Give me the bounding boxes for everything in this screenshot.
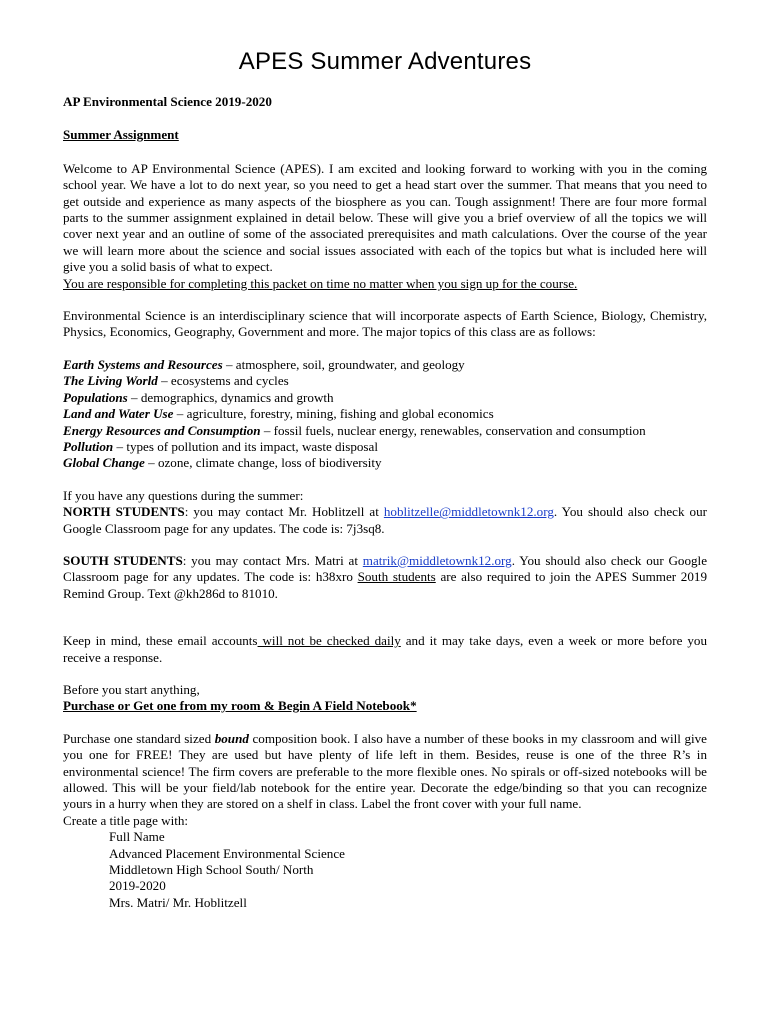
topic-item [63, 439, 707, 455]
title-page-line: 2019-2020 [109, 878, 166, 894]
keep-in-mind-before: Keep in mind, these email accounts [63, 633, 258, 649]
south-text-after: are also required to join the APES Summer 2019 Remind Group. Text @kh286d to 81010. [63, 569, 707, 601]
topic-desc: – demographics, dynamics and growth [127, 389, 334, 405]
title-page-line: Full Name [109, 829, 165, 845]
keep-in-mind-after: and it may take days, even a week or more before you receive a response. [63, 633, 707, 665]
title-page-line: Advanced Placement Environmental Science [109, 845, 345, 861]
topic-item [63, 455, 707, 471]
intro-paragraph: Welcome to AP Environmental Science (APES). I am excited and looking forward to working with you in the coming school year. We have a lot to do next year, so you need to get a head start over the summer. That means that you need to get outside and experience as many aspects of the biosphere as you can. Tough assignment! There are four more formal parts to the summer assignment explained in detail below. These will give you a brief overview of all the topics we will cover next year and an outline of some of the associated prerequisites and math calculations. Over the course of the year we will learn more about the science and social issues associated with each of the topics but what is included here will give you a solid basis of what to expect. [63, 160, 707, 275]
title-page-lines [63, 829, 707, 911]
north-contact [63, 504, 707, 537]
topic-name: Global Change [63, 455, 145, 471]
north-label: NORTH STUDENTS [63, 504, 185, 520]
topic-desc: – ecosystems and cycles [157, 373, 289, 389]
topic-item [63, 390, 707, 406]
title-page-intro: Create a title page with: [63, 812, 189, 828]
document-body [63, 94, 707, 911]
north-text-after: . You should also check our Google Classroom page for any updates. The code is: 7j3sq8. [63, 504, 708, 536]
course-line: AP Environmental Science 2019-2020 [63, 94, 272, 109]
title-page-line: Mrs. Matri/ Mr. Hoblitzell [109, 894, 247, 910]
topic-desc: – fossil fuels, nuclear energy, renewables, conservation and consumption [260, 422, 646, 438]
topic-name: Populations [63, 389, 128, 405]
topic-item [63, 357, 707, 373]
topic-name: Land and Water Use [63, 406, 174, 422]
south-text-mid: . You should also check our Google Classroom page for any updates. The code is: h38xro [63, 552, 708, 585]
topic-desc: – agriculture, forestry, mining, fishing and global economics [173, 406, 494, 422]
assignment-heading: Summer Assignment [63, 127, 179, 143]
responsibility-note: You are responsible for completing this packet on time no matter when you sign up for the course. [63, 275, 578, 291]
topic-item [63, 406, 707, 422]
topic-desc: – ozone, climate change, loss of biodiversity [144, 455, 382, 471]
keep-in-mind-underlined: will not be checked daily [257, 633, 401, 649]
topic-item [63, 423, 707, 439]
notebook-paragraph [63, 731, 707, 813]
notebook-heading: Purchase or Get one from my room & Begin A Field Notebook* [63, 698, 417, 714]
title-page-line: Middletown High School South/ North [109, 862, 314, 878]
topic-name: Energy Resources and Consumption [63, 422, 261, 438]
questions-intro: If you have any questions during the summer: [63, 487, 304, 503]
south-label: SOUTH STUDENTS [63, 552, 183, 568]
south-contact [63, 553, 707, 602]
topic-list [63, 357, 707, 472]
bound-emphasis: bound [214, 730, 249, 746]
topic-name: Pollution [63, 438, 114, 454]
topic-name: Earth Systems and Resources [63, 356, 223, 372]
notebook-text-before: Purchase one standard sized [63, 730, 215, 746]
topic-item [63, 373, 707, 389]
page-title: APES Summer Adventures [238, 48, 532, 75]
keep-in-mind [63, 633, 707, 666]
south-email-link[interactable]: matrik@middletownk12.org [362, 552, 512, 568]
north-email-link[interactable]: hoblitzelle@middletownk12.org [383, 504, 554, 520]
environmental-paragraph: Environmental Science is an interdisciplinary science that will incorporate aspects of Earth Science, Biology, Chemistry, Physics, Economics, Geography, Government and more. The major topics of this class are as follows: [63, 308, 707, 340]
north-text: : you may contact Mr. Hoblitzell at [184, 504, 384, 520]
topic-name: The Living World [63, 373, 158, 389]
topic-desc: – atmosphere, soil, groundwater, and geology [222, 356, 465, 372]
topic-desc: – types of pollution and its impact, waste disposal [113, 438, 378, 454]
south-students-underlined: South students [357, 569, 436, 585]
notebook-text-after: composition book. I also have a number of these books in my classroom and will give you one for FREE! They are used but have plenty of life left in them. Besides, reuse is one of the three R’s in environmental science! The firm covers are preferable to the more flexible ones. No spirals or off-sized notebooks will be allowed. This will be your field/lab notebook for the entire year. Decorate the edge/binding so that you can recognize yours in a hurry when they are stored on a shelf in class. Label the front cover with your full name. [63, 730, 707, 812]
before-start: Before you start anything, [63, 681, 200, 697]
south-text: : you may contact Mrs. Matri at [182, 552, 363, 568]
